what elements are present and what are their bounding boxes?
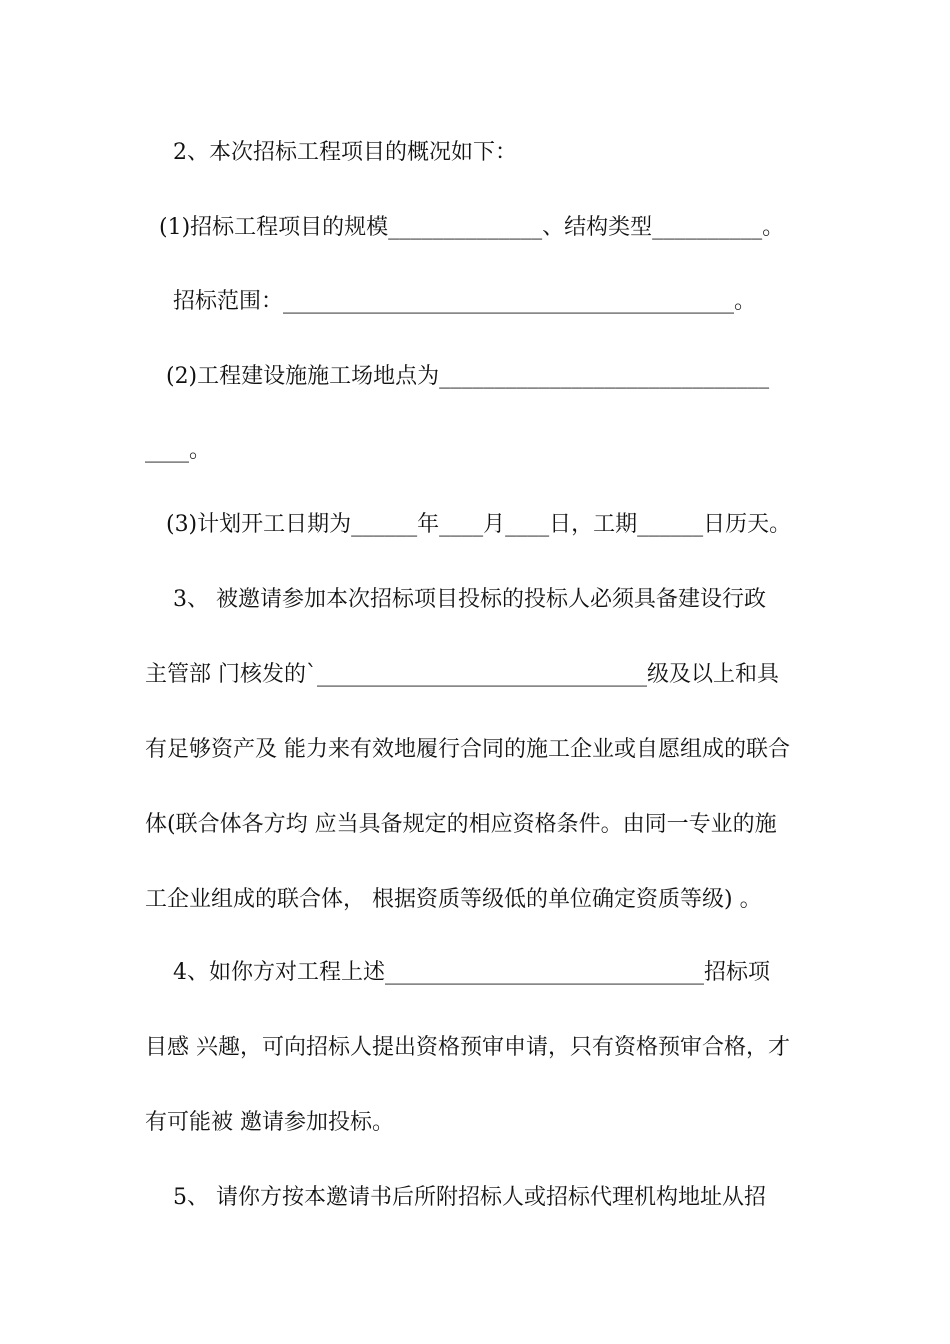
text-line-5: ____。: [145, 438, 212, 463]
text-line-8: 主管部 门核发的`______________________________级及以上和具: [145, 662, 779, 687]
text-line-14: 有可能被 邀请参加投标。: [145, 1110, 394, 1135]
text-line-6: (3)计划开工日期为______年____月____日，工期______日历天。: [145, 512, 792, 537]
text-line-15: 5、 请你方按本邀请书后所附招标人或招标代理机构地址从招: [145, 1185, 766, 1210]
text-line-1: 2、本次招标工程项目的概况如下：: [145, 140, 517, 165]
text-line-4: (2)工程建设施施工场地点为______________________________: [145, 364, 770, 389]
text-line-13: 目感 兴趣，可向招标人提出资格预审申请，只有资格预审合格，才: [145, 1035, 790, 1060]
text-line-2: (1)招标工程项目的规模______________、结构类型__________。: [145, 215, 785, 240]
text-line-3: 招标范围：_________________________________________。: [145, 289, 756, 314]
text-line-10: 体(联合体各方均 应当具备规定的相应资格条件。由同一专业的施: [145, 812, 777, 837]
text-line-11: 工企业组成的联合体， 根据资质等级低的单位确定资质等级) 。: [145, 887, 762, 912]
text-line-9: 有足够资产及 能力来有效地履行合同的施工企业或自愿组成的联合: [145, 737, 790, 762]
text-line-7: 3、 被邀请参加本次招标项目投标的投标人必须具备建设行政: [145, 587, 766, 612]
text-line-12: 4、如你方对工程上述_____________________________招标项: [145, 960, 770, 985]
